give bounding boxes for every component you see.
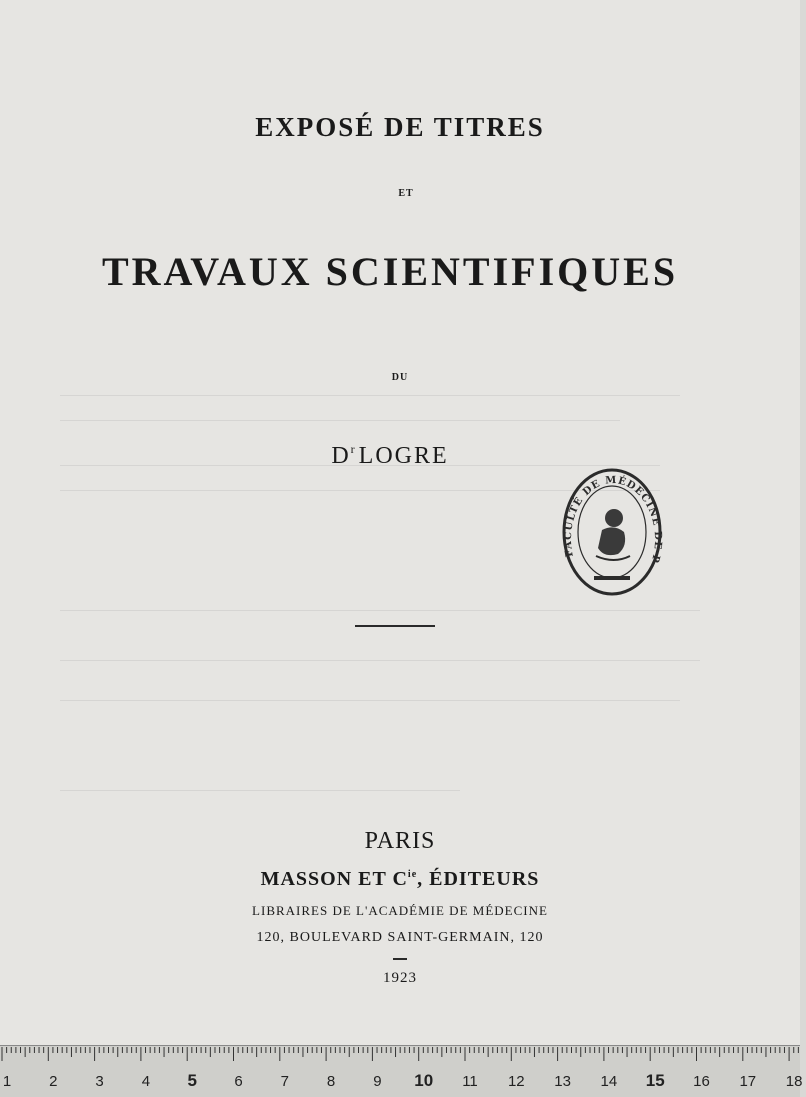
title-line-2: TRAVAUX SCIENTIFIQUES xyxy=(101,249,679,294)
ruler-label: 6 xyxy=(234,1073,243,1090)
bleed-through-line xyxy=(60,700,680,701)
imprint-city: PARIS xyxy=(364,828,436,854)
publisher-sup: ie xyxy=(407,869,418,880)
ruler-label: 16 xyxy=(693,1073,710,1090)
ruler-label: 8 xyxy=(326,1073,336,1090)
ruler-label: 1 xyxy=(2,1073,12,1090)
title-preposition: DU xyxy=(391,372,409,383)
bleed-through-line xyxy=(60,790,460,791)
imprint-address: 120, BOULEVARD SAINT-GERMAIN, 120 xyxy=(256,930,544,945)
title-line-1: EXPOSÉ DE TITRES xyxy=(255,112,545,142)
ruler-label: 13 xyxy=(554,1073,571,1090)
bleed-through-line xyxy=(60,660,700,661)
publisher-role: , ÉDITEURS xyxy=(417,868,540,890)
author-prefix-sup: r xyxy=(350,442,355,456)
author-name: LOGRE xyxy=(358,443,449,469)
ruler-label: 17 xyxy=(739,1073,757,1090)
ruler-label: 5 xyxy=(187,1071,197,1090)
stamp-text: FACULTÉ DE MÉDECINE DE P xyxy=(562,474,664,564)
imprint-libraires: LIBRAIRES DE L'ACADÉMIE DE MÉDECINE xyxy=(252,903,548,918)
library-stamp-icon xyxy=(556,460,668,598)
bleed-through-line xyxy=(60,395,680,396)
ruler-label: 15 xyxy=(645,1071,665,1090)
ruler-label: 10 xyxy=(414,1071,434,1090)
ruler-label: 7 xyxy=(280,1073,289,1090)
ruler-label: 18 xyxy=(785,1073,803,1090)
measurement-ruler xyxy=(0,1045,803,1097)
imprint-dash xyxy=(393,958,407,960)
bleed-through-line xyxy=(60,420,620,421)
separator-rule xyxy=(355,625,435,627)
imprint-publisher xyxy=(0,868,800,891)
bleed-through-line xyxy=(60,610,700,611)
publisher-name: MASSON ET C xyxy=(260,868,408,890)
ruler-label: 9 xyxy=(373,1073,382,1090)
ruler-label: 3 xyxy=(95,1073,104,1090)
ruler-label: 12 xyxy=(507,1073,525,1090)
imprint-year: 1923 xyxy=(383,970,417,986)
title-conjunction: ET xyxy=(398,188,414,199)
ruler-label: 2 xyxy=(49,1073,58,1090)
author-line xyxy=(0,442,790,470)
ruler-label: 14 xyxy=(600,1073,618,1090)
author-prefix: D xyxy=(331,443,351,469)
ruler-label: 11 xyxy=(462,1073,478,1090)
ruler-label: 4 xyxy=(141,1073,151,1090)
